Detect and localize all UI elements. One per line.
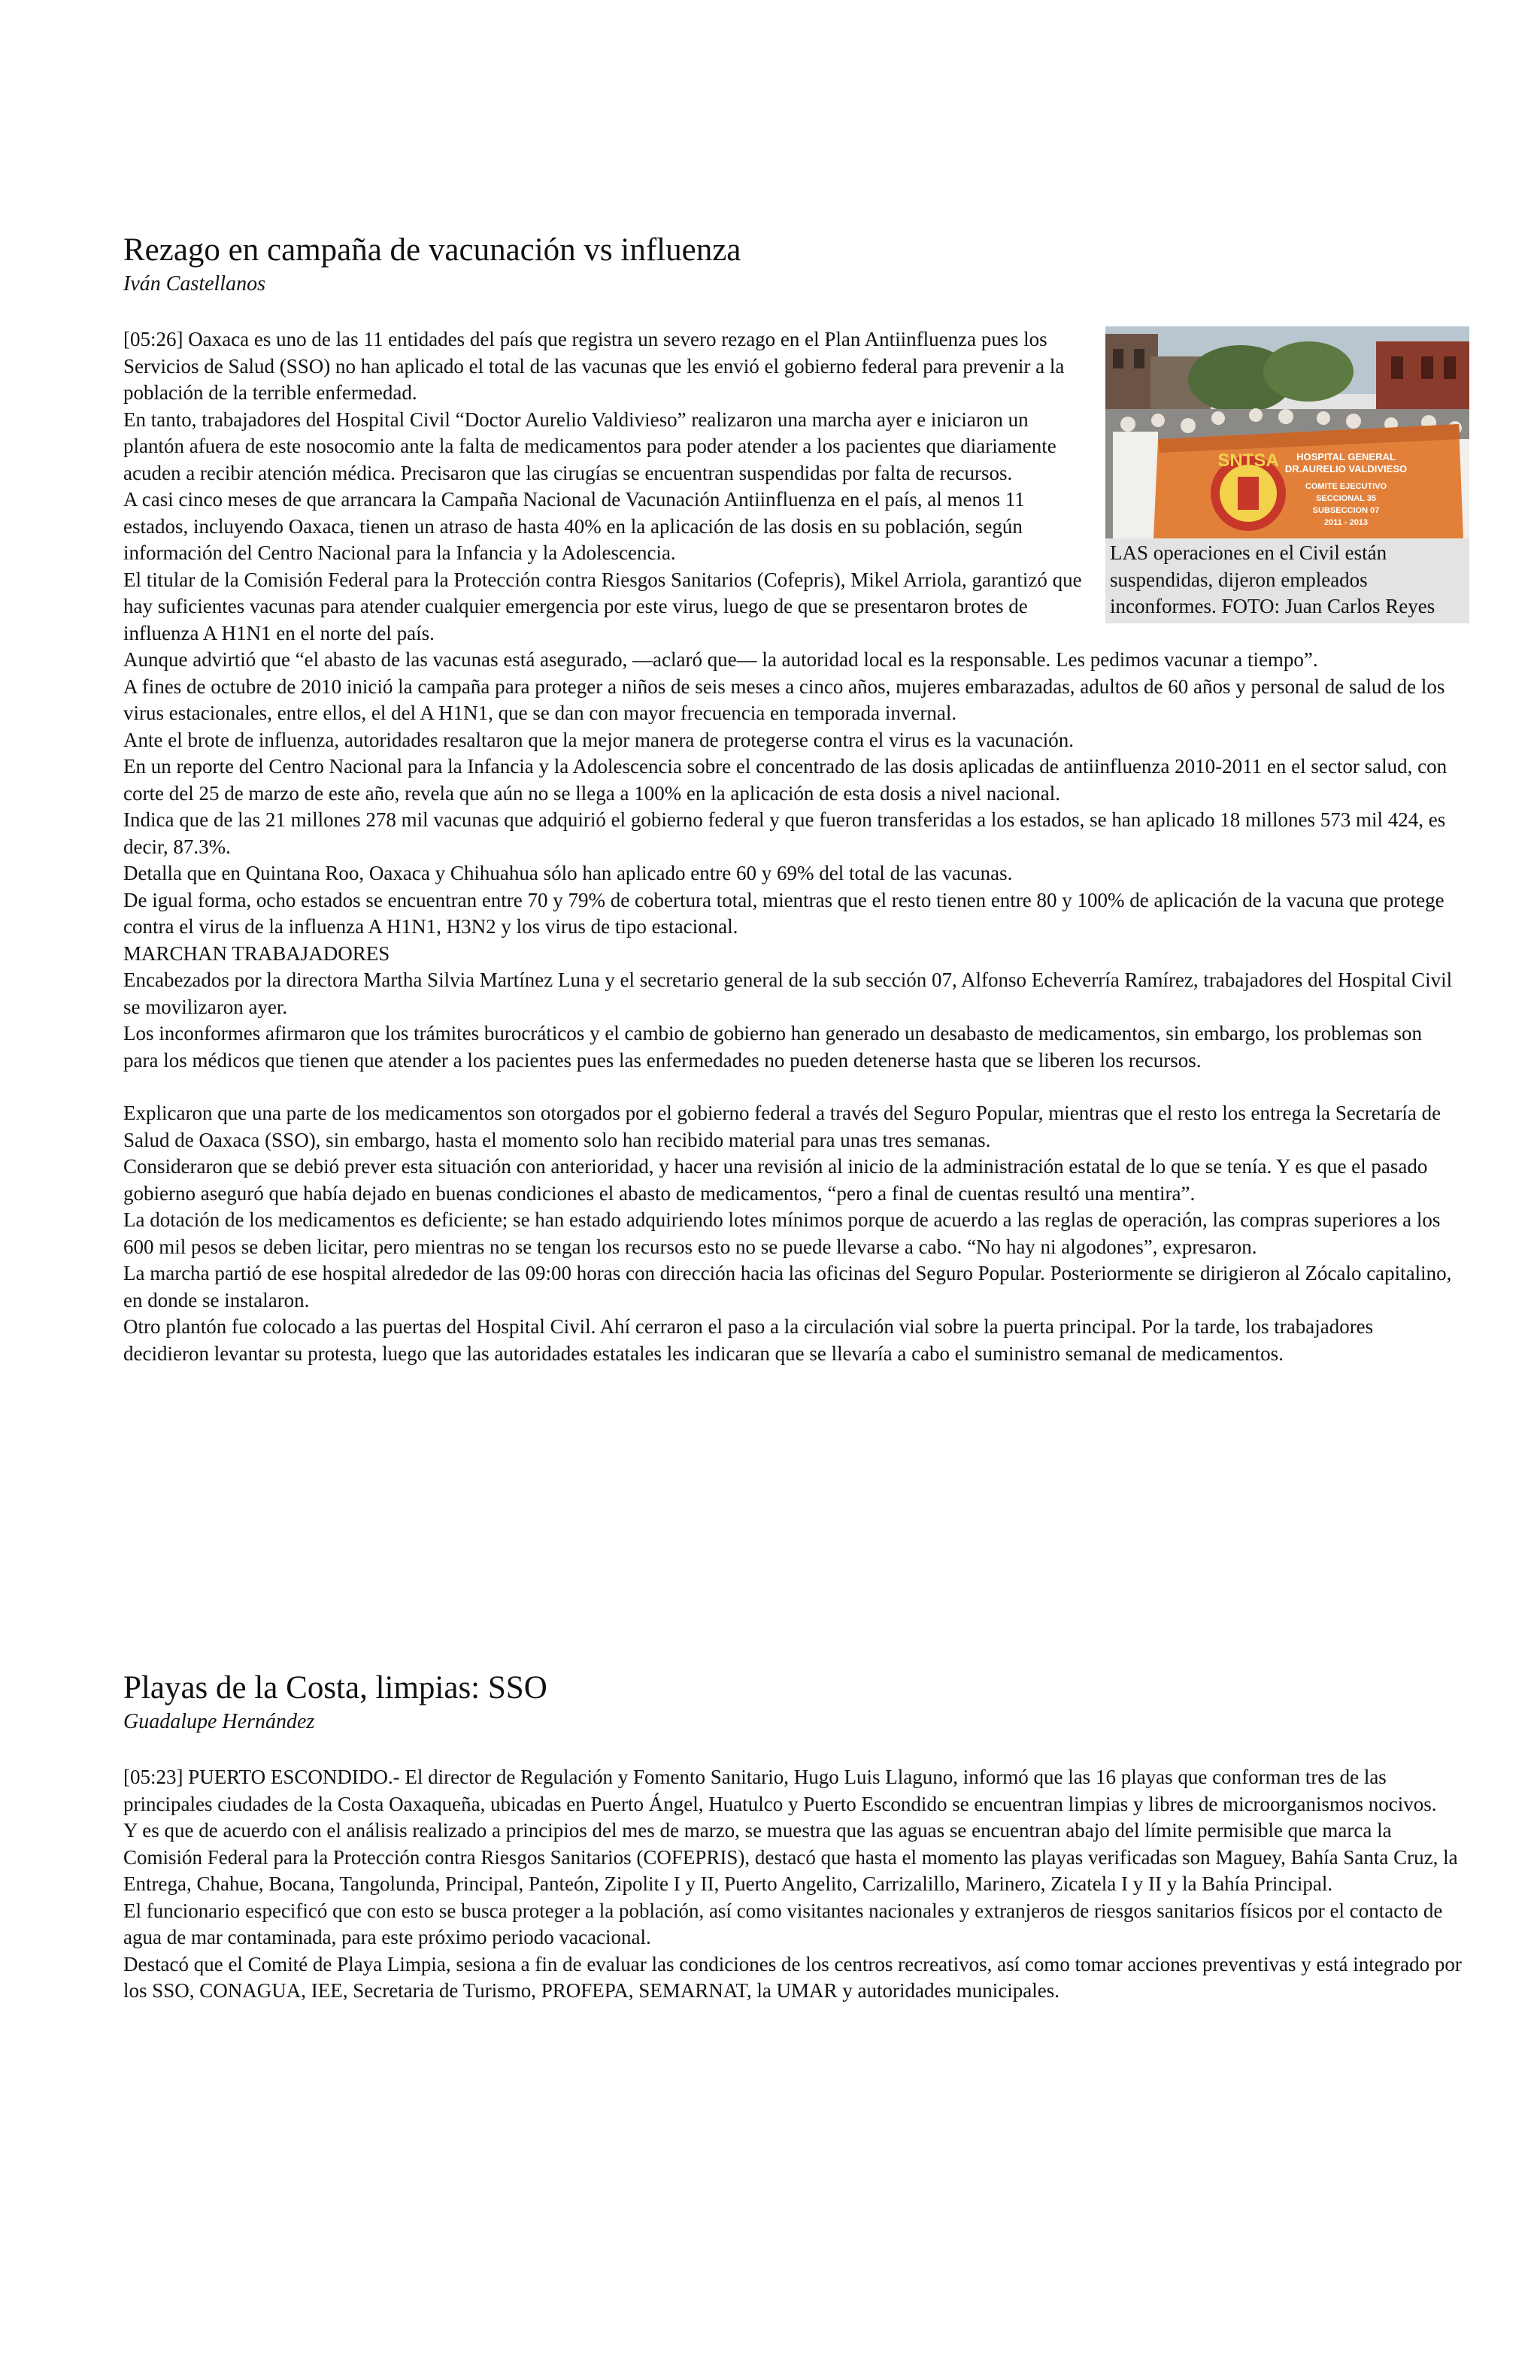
banner-line: 2011 - 2013 — [1323, 518, 1369, 527]
paragraph: Destacó que el Comité de Playa Limpia, sesiona a fin de evaluar las condiciones de los centros recreativos, así como tomar acciones preventivas y está integrado por los SSO, CONAGUA, IEE, Secretaria de Turismo, PROFEPA, SEMARNAT, la UMAR y autoridades municipales. — [123, 1952, 1462, 2002]
paragraph: Encabezados por la directora Martha Silvia Martínez Luna y el secretario general de la sub sección 07, Alfonso Echeverría Ramírez, trabajadores del Hospital Civil se movilizaron ayer. — [123, 969, 1453, 1018]
article-body — [123, 326, 1462, 1367]
banner-line: COMITE EJECUTIVO — [1305, 482, 1387, 491]
section-subhead: MARCHAN TRABAJADORES — [123, 941, 390, 965]
byline: Guadalupe Hernández — [123, 1710, 315, 1733]
paragraph: En un reporte del Centro Nacional para la Infancia y la Adolescencia sobre el concentrado de las dosis aplicadas de antiinfluenza 2010-2011 en el sector salud, con corte del 25 de marzo de este año, revela que aún no se llega a 100% en la aplicación de esta dosis a nivel nacional. — [123, 755, 1448, 805]
banner-line: DR.AURELIO VALDIVIESO — [1284, 463, 1408, 474]
paragraph: El funcionario especificó que con esto se busca proteger a la población, así como visitantes nacionales y extranjeros de riesgos sanitarios físicos por el contacto de agua de mar contaminada, para este próximo periodo vacacional. — [123, 1899, 1443, 1948]
headline: Playas de la Costa, limpias: SSO — [123, 1670, 547, 1705]
paragraph: A fines de octubre de 2010 inició la campaña para proteger a niños de seis meses a cinco años, mujeres embarazadas, adultos de 60 años y personal de salud de los virus estacionales, entre ellos, el del A H1N1, que se dan con mayor frecuencia en temporada invernal. — [123, 675, 1445, 724]
article-playas — [123, 1668, 1462, 2005]
protest-photo — [1105, 326, 1469, 538]
banner-line: SUBSECCION 07 — [1312, 506, 1380, 515]
paragraph: Explicaron que una parte de los medicamentos son otorgados por el gobierno federal a través del Seguro Popular, mientras que el resto los entrega la Secretaría de Salud de Oaxaca (SSO), sin embargo, hasta el momento solo han recibido material para unas tres semanas. — [123, 1102, 1441, 1151]
headline: Rezago en campaña de vacunación vs influenza — [123, 232, 741, 268]
paragraph: La marcha partió de ese hospital alrededor de las 09:00 horas con dirección hacia las oficinas del Seguro Popular. Posteriormente se dirigieron al Zócalo capitalino, en donde se instalaron. — [123, 1262, 1452, 1311]
paragraph: En tanto, trabajadores del Hospital Civil “Doctor Aurelio Valdivieso” realizaron una marcha ayer e iniciaron un plantón afuera de este nosocomio ante la falta de medicamentos para poder atender a los pacientes que diariamente acuden a recibir atención médica. Precisaron que las cirugías se encuentran suspendidas por falta de recursos. — [123, 408, 1056, 484]
paragraph: Y es que de acuerdo con el análisis realizado a principios del mes de marzo, se muestra que las aguas se encuentran abajo del límite permisible que marca la Comisión Federal para la Protección contra Riesgos Sanitarios (COFEPRIS), destacó que hasta el momento las playas verificadas son Maguey, Bahía Santa Cruz, la Entrega, Chahue, Bocana, Tangolunda, Principal, Panteón, Zipolite I y II, Puerto Angelito, Carrizalillo, Marinero, Zicatela I y II y la Bahía Principal. — [123, 1819, 1458, 1895]
paragraph: De igual forma, ocho estados se encuentran entre 70 y 79% de cobertura total, mientras que el resto tienen entre 80 y 100% de aplicación de la vacuna que protege contra el virus de la influenza A H1N1, H3N2 y los virus de tipo estacional. — [123, 888, 1445, 938]
paragraph: Indica que de las 21 millones 278 mil vacunas que adquirió el gobierno federal y que fueron transferidas a los estados, se han aplicado 18 millones 573 mil 424, es decir, 87.3%. — [123, 808, 1446, 858]
paragraph: A casi cinco meses de que arrancara la Campaña Nacional de Vacunación Antiinfluenza en el país, al menos 11 estados, incluyendo Oaxaca, tienen un atraso de hasta 40% en la aplicación de las dosis en su población, según información del Centro Nacional para la Infancia y la Adolescencia. — [123, 488, 1025, 564]
paragraph: Los inconformes afirmaron que los trámites burocráticos y el cambio de gobierno han generado un desabasto de medicamentos, sin embargo, los problemas son para los médicos que tienen que atender a los pacientes pues las enfermedades no pueden detenerse hasta que se liberen los recursos. — [123, 1022, 1423, 1072]
paragraph: Detalla que en Quintana Roo, Oaxaca y Chihuahua sólo han aplicado entre 60 y 69% del total de las vacunas. — [123, 862, 1013, 884]
photo-caption: LAS operaciones en el Civil están suspendidas, dijeron empleados inconformes. FOTO: Juan Carlos Reyes — [1110, 541, 1435, 617]
paragraph: Ante el brote de influenza, autoridades resaltaron que la mejor manera de protegerse contra el virus es la vacunación. — [123, 728, 1074, 751]
banner-sntsa-text: SNTSA — [1217, 450, 1279, 471]
paragraph: [05:26] Oaxaca es uno de las 11 entidades del país que registra un severo rezago en el Plan Antiinfluenza pues los Servicios de Salud (SSO) no han aplicado el total de las vacunas que les envió el gobierno federal para prevenir a la población de la terrible enfermedad. — [123, 328, 1065, 404]
article-vacunacion — [123, 230, 1462, 1367]
paragraph: El titular de la Comisión Federal para la Protección contra Riesgos Sanitarios (Cofepris), Mikel Arriola, garantizó que hay suficientes vacunas para atender cualquier emergencia por este virus, luego de que se presentaron brotes de influenza A H1N1 en el norte del país. — [123, 568, 1082, 644]
photo-figure — [1105, 326, 1469, 623]
paragraph: Otro plantón fue colocado a las puertas del Hospital Civil. Ahí cerraron el paso a la circulación vial sobre la puerta principal. Por la tarde, los trabajadores decidieron levantar su protesta, luego que las autoridades estatales les indicaran que se llevaría a cabo el suministro semanal de medicamentos. — [123, 1315, 1374, 1365]
article-body — [123, 1764, 1462, 2005]
paragraph: Consideraron que se debió prever esta situación con anterioridad, y hacer una revisión al inicio de la administración estatal de lo que se tenía. Y es que el pasado gobierno aseguró que había dejado en buenas condiciones el abasto de medicamentos, “pero a final de cuentas resultó una mentira”. — [123, 1155, 1428, 1205]
banner-line: SECCIONAL 35 — [1316, 494, 1376, 503]
paragraph: La dotación de los medicamentos es deficiente; se han estado adquiriendo lotes mínimos porque de acuerdo a las reglas de operación, las compras superiores a los 600 mil pesos se deben licitar, pero mientras no se tengan los recursos esto no se puede llevarse a cabo. “No hay ni algodones”, expresaron. — [123, 1208, 1441, 1258]
paragraph: [05:23] PUERTO ESCONDIDO.- El director de Regulación y Fomento Sanitario, Hugo Luis Llaguno, informó que las 16 playas que conforman tres de las principales ciudades de la Costa Oaxaqueña, ubicadas en Puerto Ángel, Huatulco y Puerto Escondido se encuentran limpias y libres de microorganismos nocivos. — [123, 1766, 1437, 1815]
banner-line: HOSPITAL GENERAL — [1296, 451, 1396, 462]
byline: Iván Castellanos — [123, 272, 265, 296]
paragraph: Aunque advirtió que “el abasto de las vacunas está asegurado, —aclaró que— la autoridad local es la responsable. Les pedimos vacunar a tiempo”. — [123, 648, 1318, 671]
